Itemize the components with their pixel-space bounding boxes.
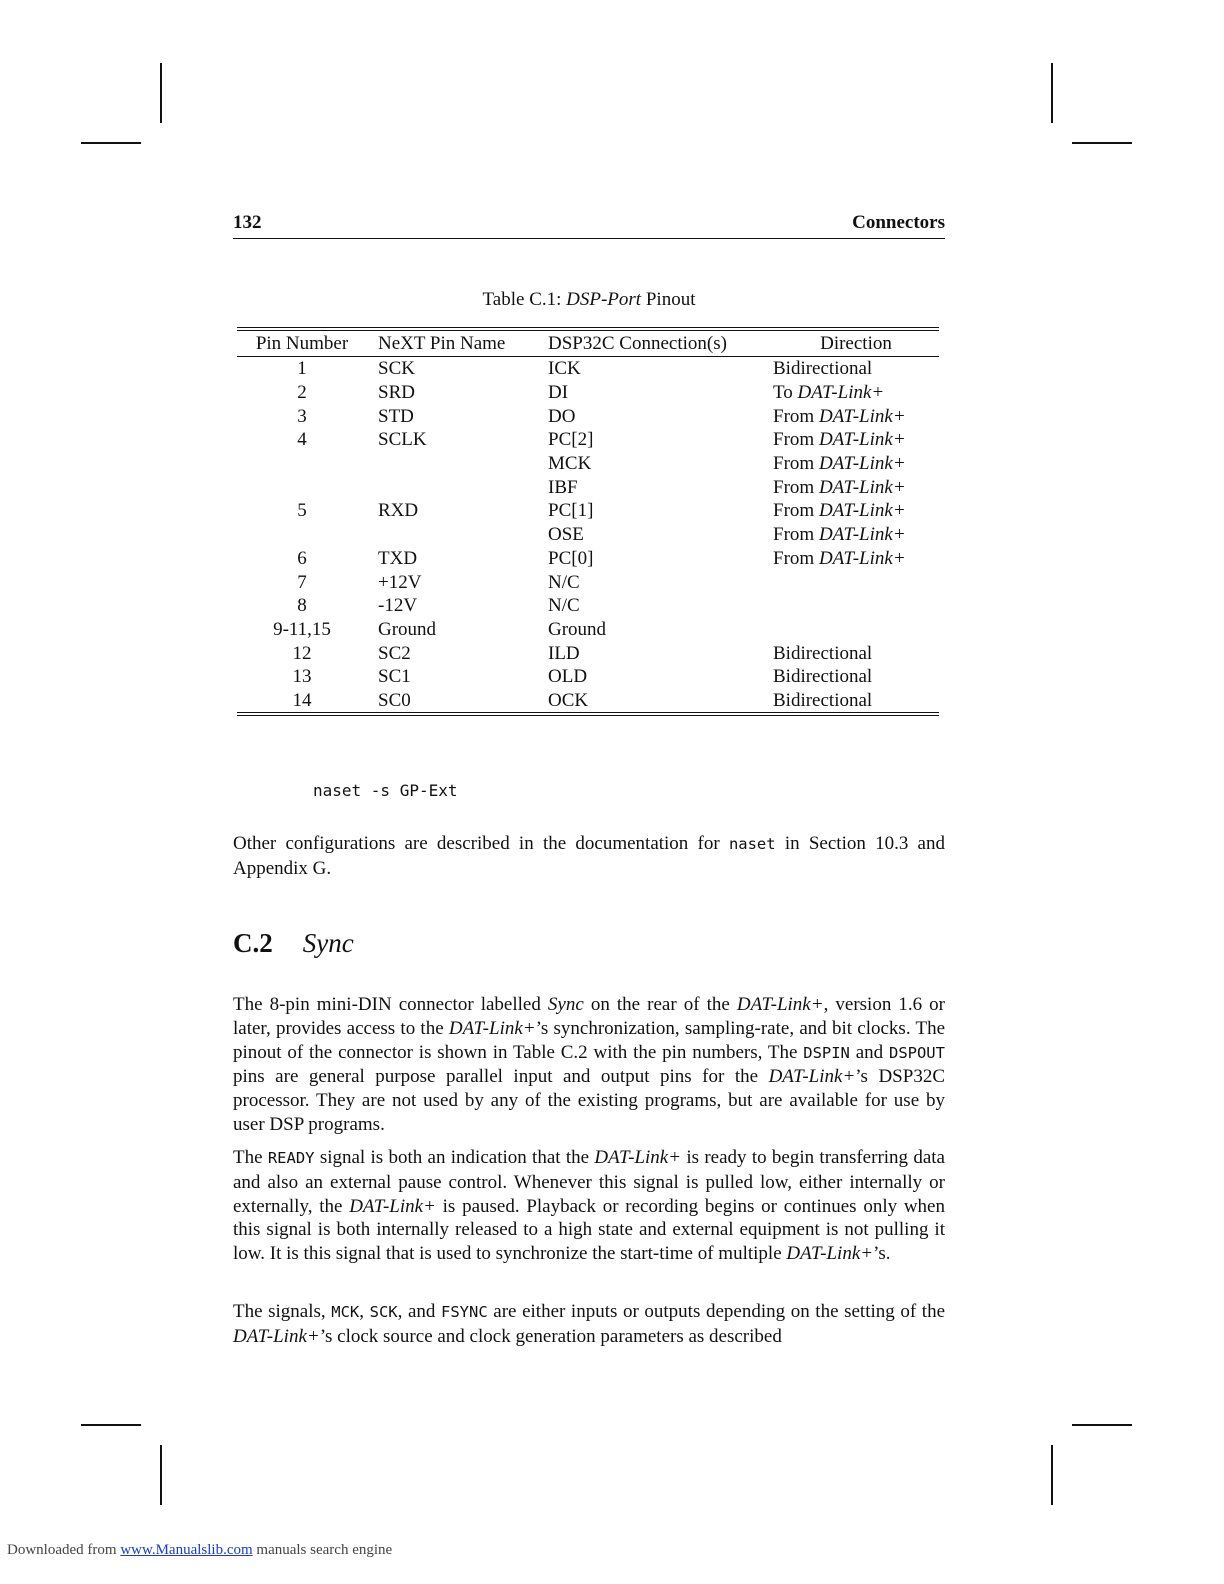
pin-name-cell: STD [378, 405, 414, 427]
table-row [237, 641, 939, 665]
footer-suffix: manuals search engine [252, 1542, 393, 1558]
column-header: Direction [773, 329, 939, 357]
pin-number-cell: 2 [297, 382, 307, 404]
column-header: Pin Number [237, 329, 367, 357]
pin-number-cell: 13 [292, 666, 312, 688]
table-row [237, 357, 939, 381]
pin-name-cell: SRD [378, 382, 415, 404]
dsp-connection-cell: MCK [548, 453, 592, 475]
direction-cell: Bidirectional [773, 358, 873, 380]
paragraph-other-configurations: Other configurations are described in the documentation for naset in Section 10.3 and Appendix G. [233, 833, 945, 879]
pin-name-cell [367, 452, 548, 476]
table-row [237, 689, 939, 715]
caption-prefix: Table C.1: [482, 289, 567, 310]
pin-number-cell: 4 [297, 429, 307, 451]
pin-name-cell: SC2 [378, 642, 411, 664]
direction-cell: Bidirectional [773, 642, 873, 664]
direction-cell [773, 570, 939, 594]
pin-number-cell: 3 [297, 405, 307, 427]
paragraph-ready-signal: The READY signal is both an indication that the DAT-Link+ is ready to begin transferring data and also an external pause control. Whenever this signal is pulled low, either internally or externally, the DAT-Link+ is paused. Playback or recording begins or continues only when this signal is both internally released to a high state and external equipment is not pulling it low. It is this signal that is used to synchronize the start-time of multiple DAT-Link+’s. [233, 1147, 945, 1265]
table-row [237, 665, 939, 689]
paragraph-clock-signals: The signals, MCK, SCK, and FSYNC are either inputs or outputs depending on the setting of the DAT-Link+’s clock source and clock generation parameters as described [233, 1301, 946, 1347]
table-header-row [237, 329, 939, 357]
pin-name-cell: -12V [378, 595, 418, 617]
chapter-title: Connectors [852, 212, 945, 233]
section-heading [233, 928, 354, 959]
manualslib-link[interactable]: www.Manualslib.com [120, 1542, 253, 1558]
column-header: NeXT Pin Name [367, 329, 548, 357]
dsp-connection-cell: OCK [548, 689, 773, 715]
direction-cell: Bidirectional [773, 689, 939, 715]
download-footer [7, 1542, 392, 1559]
direction-cell: From DAT-Link+ [773, 524, 906, 546]
pin-name-cell: Ground [378, 618, 437, 640]
paragraph-sync-intro: The 8-pin mini-DIN connector labelled Sync on the rear of the DAT-Link+, version 1.6 or later, provides access to the DAT-Link+’s synchronization, sampling-rate, and bit clocks. The pinout of the connector is shown in Table C.2 with the pin numbers, The DSPIN and DSPOUT pins are general purpose parallel input and output pins for the DAT-Link+’s DSP32C processor. They are not used by any of the existing programs, but are available for use by user DSP programs. [233, 994, 946, 1135]
pin-name-cell: SC1 [378, 666, 411, 688]
dsp-connection-cell: PC[1] [548, 500, 594, 522]
table-row [237, 452, 939, 476]
direction-cell: From DAT-Link+ [773, 547, 906, 569]
table-row [237, 594, 939, 618]
direction-cell: From DAT-Link+ [773, 476, 906, 498]
pin-number-cell: 12 [292, 642, 312, 664]
pin-name-cell: SCK [378, 358, 415, 380]
dsp-connection-cell: PC[0] [548, 547, 594, 569]
crop-mark [1072, 142, 1132, 144]
code-command: naset -s GP-Ext [313, 781, 458, 800]
table-row [237, 475, 939, 499]
table-caption [233, 289, 945, 311]
table-row [237, 570, 939, 594]
caption-suffix: Pinout [641, 289, 696, 310]
direction-cell: From DAT-Link+ [773, 453, 906, 475]
crop-mark [160, 63, 162, 123]
direction-cell [773, 594, 939, 618]
dsp-connection-cell: OLD [548, 666, 588, 688]
table-row [237, 547, 939, 571]
pinout-table [237, 327, 939, 716]
dsp-connection-cell: N/C [548, 595, 580, 617]
dsp-connection-cell: DO [548, 405, 576, 427]
pin-number-cell: 6 [297, 547, 307, 569]
section-title: Sync [302, 928, 354, 958]
pin-number-cell [237, 475, 367, 499]
pin-name-cell [367, 475, 548, 499]
inline-code: naset [728, 835, 776, 853]
pin-name-cell: +12V [378, 571, 422, 593]
dsp-connection-cell: Ground [548, 618, 607, 640]
dsp-connection-cell: DI [548, 382, 569, 404]
crop-mark [81, 1424, 141, 1426]
pin-name-cell: TXD [378, 547, 418, 569]
pin-name-cell: RXD [378, 500, 419, 522]
direction-cell: From DAT-Link+ [773, 429, 906, 451]
inline-code: DSPOUT [888, 1043, 945, 1062]
pin-number-cell: 7 [297, 571, 307, 593]
direction-cell: Bidirectional [773, 666, 873, 688]
section-number: C.2 [233, 928, 273, 958]
pin-number-cell [237, 452, 367, 476]
inline-code: DSPIN [803, 1043, 850, 1062]
direction-cell: From DAT-Link+ [773, 405, 906, 427]
table-row [237, 523, 939, 547]
pin-name-cell: SCLK [378, 429, 427, 451]
crop-mark [81, 142, 141, 144]
pin-number-cell: 14 [237, 689, 367, 715]
direction-cell: To DAT-Link+ [773, 382, 885, 404]
table-row [237, 499, 939, 523]
running-header [233, 212, 945, 239]
crop-mark [1072, 1424, 1132, 1426]
inline-code: READY [267, 1149, 315, 1167]
pin-number-cell: 9-11,15 [273, 618, 331, 640]
dsp-connection-cell: IBF [548, 476, 578, 498]
dsp-connection-cell: OSE [548, 524, 584, 546]
crop-mark [1051, 63, 1053, 123]
pin-name-cell: SC0 [367, 689, 548, 715]
table-row [237, 381, 939, 405]
pin-number-cell: 5 [297, 500, 307, 522]
pin-name-cell [367, 523, 548, 547]
caption-italic: DSP-Port [566, 289, 642, 310]
dsp-connection-cell: PC[2] [548, 429, 594, 451]
pin-number-cell: 8 [297, 595, 307, 617]
dsp-connection-cell: ILD [548, 642, 580, 664]
inline-code: MCK [331, 1303, 360, 1321]
inline-code: SCK [369, 1303, 398, 1321]
crop-mark [1051, 1445, 1053, 1505]
column-header: DSP32C Connection(s) [548, 329, 773, 357]
pin-number-cell: 1 [297, 358, 307, 380]
page-number: 132 [233, 212, 262, 233]
dsp-connection-cell: ICK [548, 358, 581, 380]
direction-cell [773, 618, 939, 642]
pin-number-cell [237, 523, 367, 547]
table-row [237, 404, 939, 428]
dsp-connection-cell: N/C [548, 571, 580, 593]
direction-cell: From DAT-Link+ [773, 500, 906, 522]
table-row [237, 428, 939, 452]
footer-prefix: Downloaded from [7, 1542, 121, 1558]
inline-code: FSYNC [441, 1303, 488, 1321]
table-row [237, 618, 939, 642]
crop-mark [160, 1445, 162, 1505]
